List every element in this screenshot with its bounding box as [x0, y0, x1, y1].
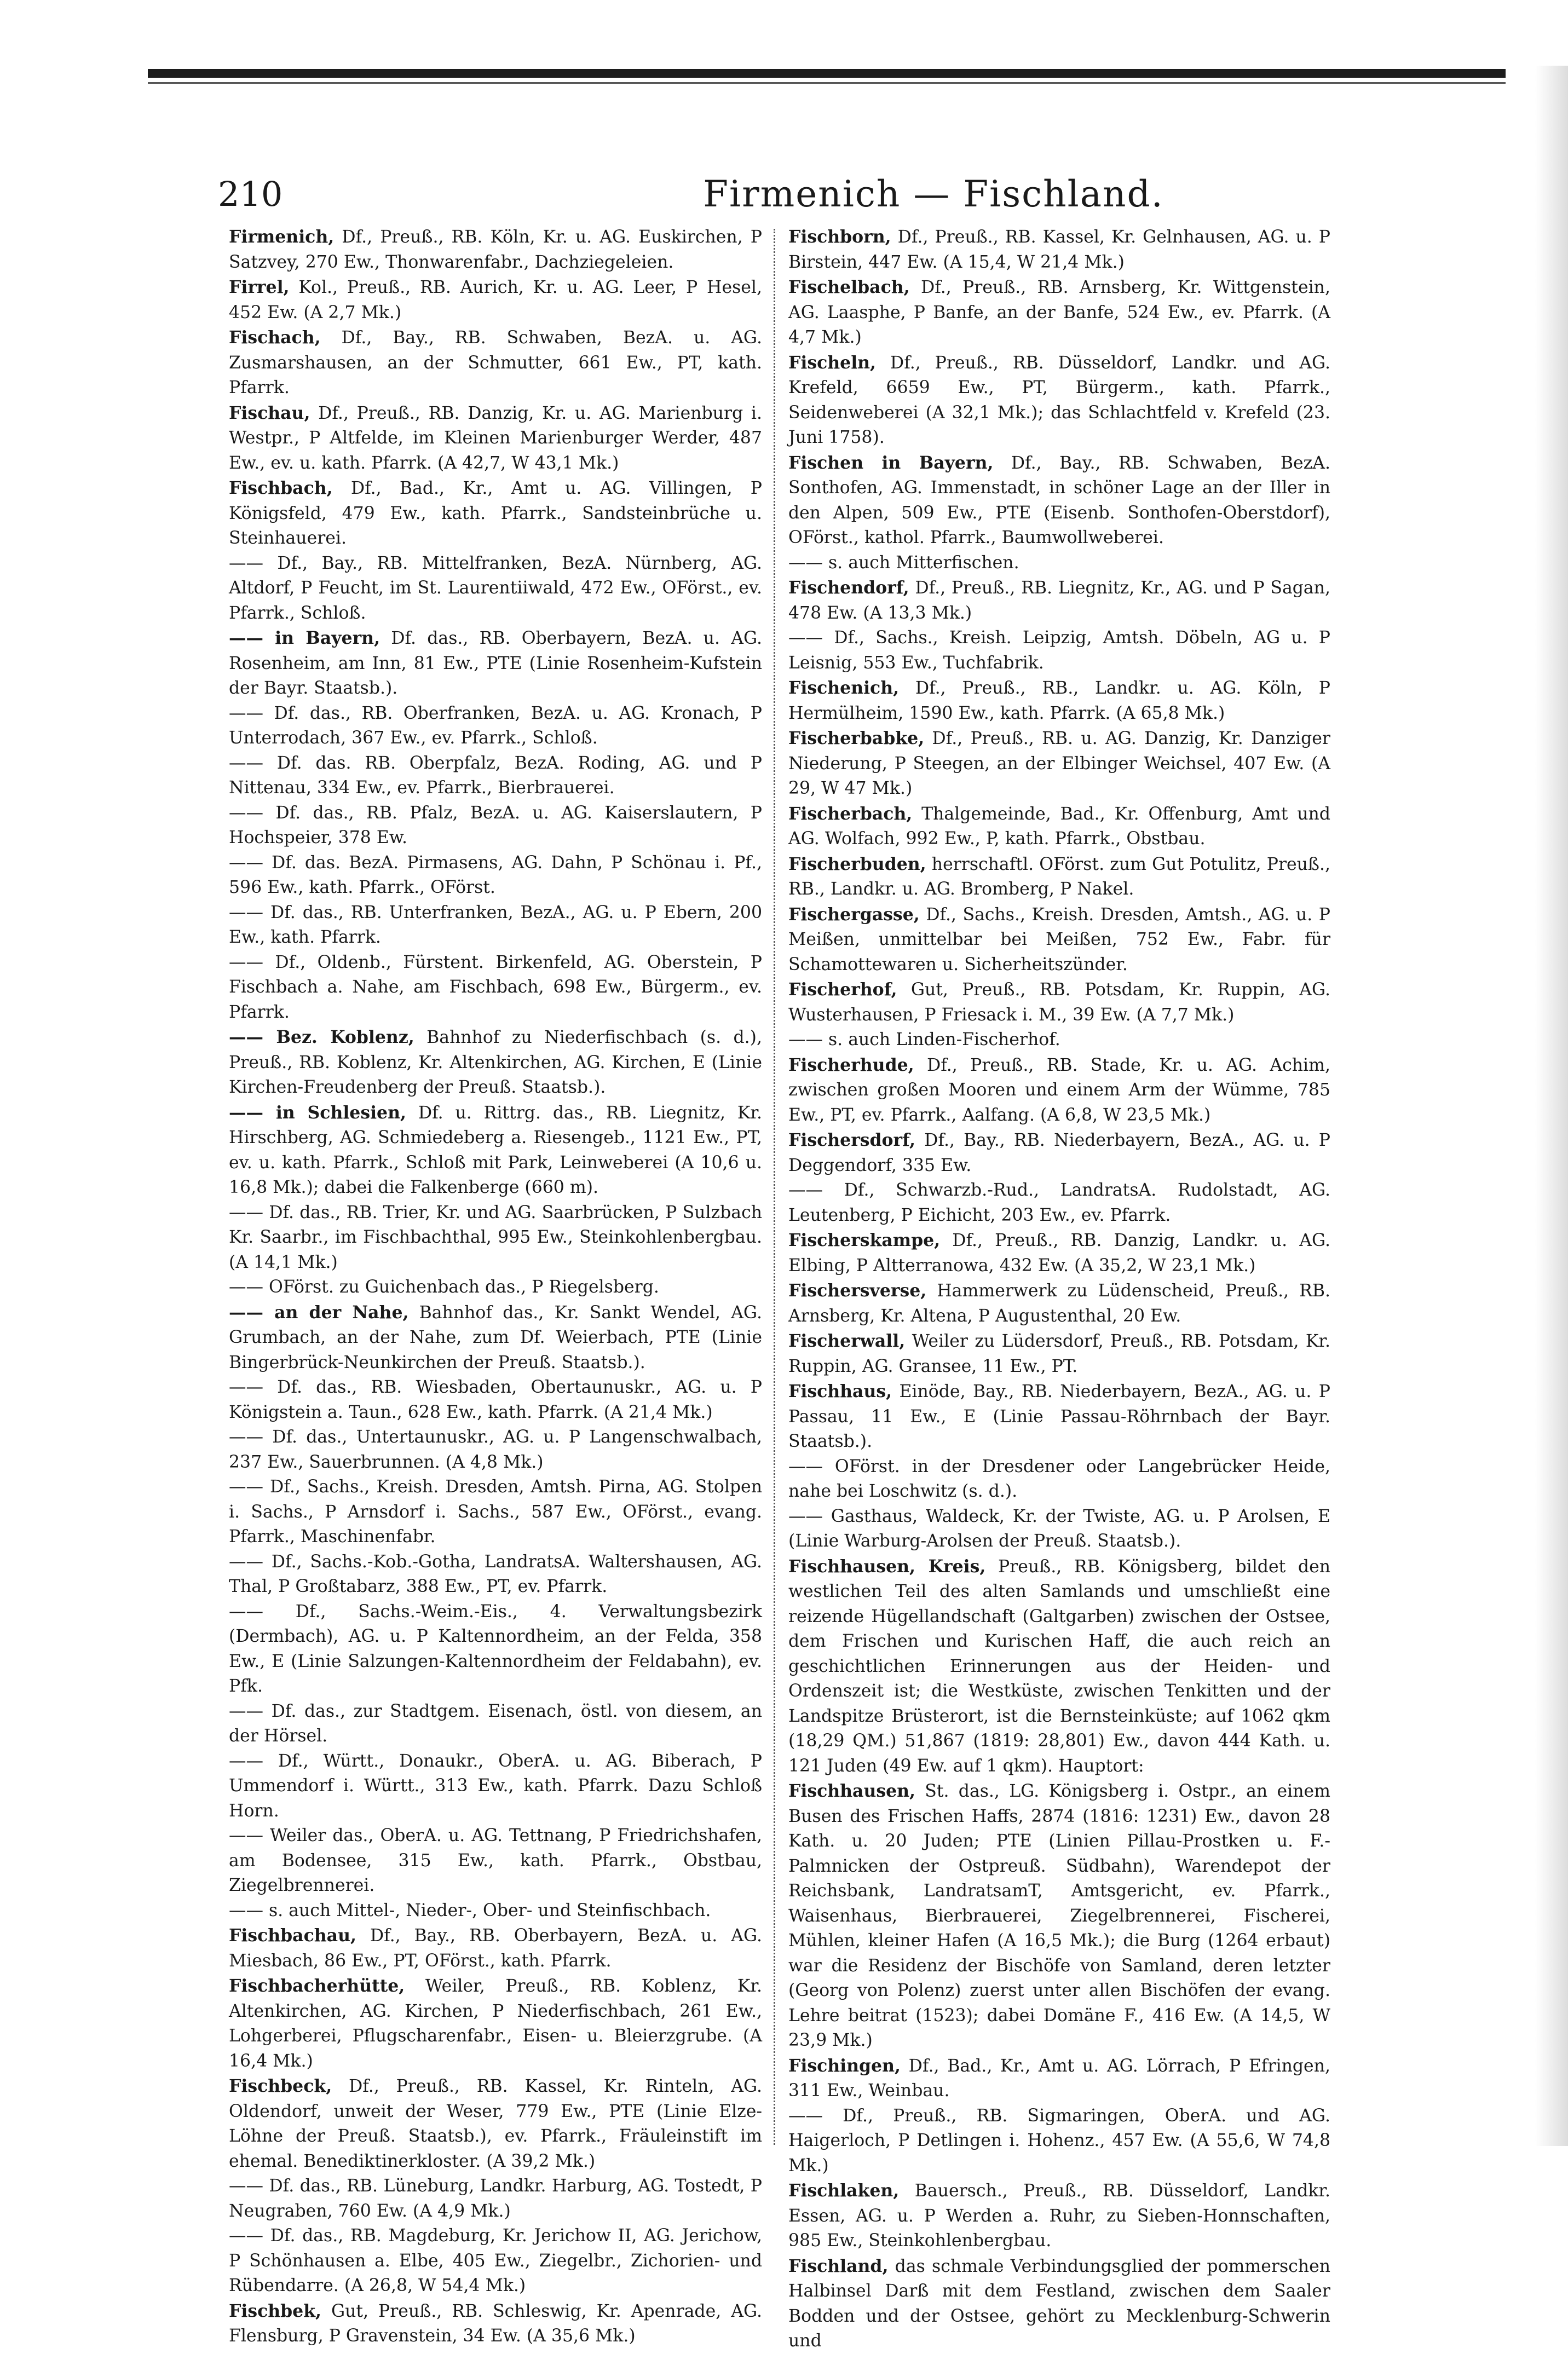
gazetteer-entry	[788, 350, 1330, 451]
entry-text: Gut, Preuß., RB. Schleswig, Kr. Apenrade, AG. Flensburg, P Gravenstein, 34 Ew. (A 35,6 Mk.)	[229, 2301, 762, 2346]
entry-text: —— Df., Oldenb., Fürstent. Birkenfeld, AG. Oberstein, P Fischbach a. Nahe, am Fischbach, 698 Ew., Bürgerm., ev. Pfarrk.	[229, 952, 762, 1022]
entry-text: —— OFörst. zu Guichenbach das., P Riegelsberg.	[229, 1277, 659, 1297]
gazetteer-entry	[229, 1974, 762, 2074]
gazetteer-entry	[788, 676, 1330, 726]
entry-text: —— Df., Sachs., Kreish. Leipzig, Amtsh. Döbeln, AG u. P Leisnig, 553 Ew., Tuchfabrik.	[788, 628, 1330, 673]
gazetteer-entry	[788, 1379, 1330, 1455]
entry-text: —— Df. das. RB. Oberpfalz, BezA. Roding, AG. und P Nittenau, 334 Ew., ev. Pfarrk., Bierbrauerei.	[229, 753, 762, 798]
entry-text: —— s. auch Mittel-, Nieder-, Ober- und Steinfischbach.	[229, 1900, 711, 1920]
gazetteer-entry	[788, 1053, 1330, 1128]
gazetteer-entry	[229, 1201, 762, 1276]
gazetteer-entry	[229, 1475, 762, 1550]
entry-headword: Firmenich,	[229, 227, 335, 247]
gazetteer-entry	[229, 701, 762, 751]
entry-headword: Fischersverse,	[788, 1280, 927, 1301]
gazetteer-entry	[229, 1100, 762, 1201]
entry-text: Thalgemeinde, Bad., Kr. Offenburg, Amt und AG. Wolfach, 992 Ew., P, kath. Pfarrk., Obstbau.	[788, 804, 1330, 849]
left-column	[229, 224, 762, 2349]
entry-text: Df., Sachs., Kreish. Dresden, Amtsh., AG. u. P Meißen, unmittelbar bei Meißen, 752 Ew., Fabr. für Schamottewaren u. Sicherheitszünder.	[788, 904, 1330, 974]
entry-headword: Fischerskampe,	[788, 1230, 941, 1250]
entry-headword: Fischen in Bayern,	[788, 452, 994, 473]
entry-headword: Fischach,	[229, 327, 321, 348]
entry-headword: Fischingen,	[788, 2055, 901, 2076]
entry-text: herrschaftl. OFörst. zum Gut Potulitz, Preuß., RB., Landkr. u. AG. Bromberg, P Nakel.	[788, 854, 1330, 899]
gazetteer-entry	[229, 401, 762, 476]
entry-text: das schmale Verbindungsglied der pommerschen Halbinsel Darß mit dem Festland, zwischen dem Saaler Bodden und der Ostsee, gehört zu Mecklenburg-Schwerin und	[788, 2256, 1330, 2351]
gazetteer-entry	[229, 950, 762, 1025]
gazetteer-entry	[229, 1600, 762, 1699]
entry-text: —— Weiler das., OberA. u. AG. Tettnang, P Friedrichshafen, am Bodensee, 315 Ew., kath. Pfarrk., Obstbau, Ziegelbrennerei.	[229, 1826, 762, 1895]
column-divider	[774, 229, 775, 2145]
gazetteer-entry	[229, 1275, 762, 1300]
entry-headword: Fischerwall,	[788, 1331, 906, 1351]
entry-text: Df., Bay., RB. Schwaben, BezA. Sonthofen, AG. Immenstadt, in schöner Lage an der Iller in den Alpen, 509 Ew., PTE (Eisenb. Sonthofen-Oberstdorf), OFörst., kathol. Pfarrk., Baumwollweberei.	[788, 453, 1330, 547]
entry-headword: Fischborn,	[788, 227, 891, 247]
entry-headword: Fischland,	[788, 2255, 889, 2276]
entry-text: Df., Preuß., RB. Danzig, Kr. u. AG. Marienburg i. Westpr., P Altfelde, im Kleinen Marienburger Werder, 487 Ew., ev. u. kath. Pfarrk. (A 42,7, W 43,1 Mk.)	[229, 403, 762, 473]
entry-text: Weiler zu Lüdersdorf, Preuß., RB. Potsdam, Kr. Ruppin, AG. Gransee, 11 Ew., PT.	[788, 1331, 1330, 1376]
gazetteer-entry	[229, 1025, 762, 1100]
entry-text: Df., Preuß., RB. Danzig, Landkr. u. AG. Elbing, P Altterranowa, 432 Ew. (A 35,2, W 23,1 Mk.)	[788, 1231, 1330, 1276]
entry-text: —— Df., Preuß., RB. Sigmaringen, OberA. und AG. Haigerloch, P Detlingen i. Hohenz., 457 Ew. (A 55,6, W 74,8 Mk.)	[788, 2105, 1330, 2176]
page-edge-shadow	[1535, 66, 1568, 2146]
gazetteer-entry	[229, 476, 762, 551]
gazetteer-entry	[788, 1128, 1330, 1178]
gazetteer-entry	[788, 1554, 1330, 1779]
entry-text: —— Df. das., RB. Trier, Kr. und AG. Saarbrücken, P Sulzbach Kr. Saarbr., im Fischbachthal, 995 Ew., Steinkohlenbergbau. (A 14,1 Mk.)	[229, 1202, 762, 1272]
entry-text: Df., Preuß., RB. Köln, Kr. u. AG. Euskirchen, P Satzvey, 270 Ew., Thonwarenfabr., Dachziegeleien.	[229, 227, 762, 272]
entry-headword: Fischerbabke,	[788, 728, 925, 748]
entry-text: —— Df. das., Untertaunuskr., AG. u. P Langenschwalbach, 237 Ew., Sauerbrunnen. (A 4,8 Mk.)	[229, 1427, 762, 1472]
entry-text: —— Df. das. BezA. Pirmasens, AG. Dahn, P Schönau i. Pf., 596 Ew., kath. Pfarrk., OFörst.	[229, 852, 762, 897]
entry-headword: Firrel,	[229, 277, 290, 297]
entry-text: —— Df., Sachs.-Kob.-Gotha, LandratsA. Waltershausen, AG. Thal, P Großtabarz, 388 Ew., PT, ev. Pfarrk.	[229, 1551, 762, 1596]
entry-headword: —— an der Nahe,	[229, 1302, 409, 1323]
gazetteer-entry	[788, 1278, 1330, 1329]
gazetteer-entry	[788, 1504, 1330, 1554]
entry-text: Df., Bay., RB. Niederbayern, BezA., AG. u. P Deggendorf, 335 Ew.	[788, 1130, 1330, 1175]
entry-text: —— Df., Sachs.-Weim.-Eis., 4. Verwaltungsbezirk (Dermbach), AG. u. P Kaltennordheim, an der Felda, 358 Ew., E (Linie Salzungen-Kaltennordheim der Feldabahn), ev. Pfk.	[229, 1601, 762, 1696]
gazetteer-entry	[229, 1899, 762, 1924]
entry-headword: —— in Bayern,	[229, 628, 381, 648]
entry-headword: Fischelbach,	[788, 277, 910, 297]
gazetteer-entry	[788, 977, 1330, 1028]
entry-headword: Fischerhof,	[788, 979, 897, 1000]
gazetteer-entry	[788, 1028, 1330, 1053]
entry-headword: Fischerhude,	[788, 1054, 914, 1075]
gazetteer-entry	[229, 1375, 762, 1425]
entry-text: —— Df. das., RB. Magdeburg, Kr. Jerichow II, AG. Jerichow, P Schönhausen a. Elbe, 405 Ew., Ziegelbr., Zichorien- und Rübendarre. (A 26,8, W 54,4 Mk.)	[229, 2226, 762, 2295]
gazetteer-entry	[788, 2053, 1330, 2104]
gazetteer-entry	[788, 2104, 1330, 2179]
gazetteer-entry	[229, 2174, 762, 2224]
entry-text: —— OFörst. in der Dresdener oder Langebrücker Heide, nahe bei Loschwitz (s. d.).	[788, 1456, 1330, 1501]
entry-text: St. das., LG. Königsberg i. Ostpr., an einem Busen des Frischen Haffs, 2874 (1816: 1231) Ew., davon 28 Kath. u. 20 Juden; PTE (Linien Pillau-Prostken u. F.-Palmnicken der Ostpreuß. Südbahn), Warendepot der Reichsbank, LandratsamT, Amtsgericht, ev. Pfarrk., Waisenhaus, Bierbrauerei, Ziegelbrennerei, Fischerei, Mühlen, kleiner Hafen (A 16,5 Mk.); die Burg (1264 erbaut) war die Residenz der Bischöfe von Samland, deren letzter (Georg von Polenz) zuerst unter allen Bischöfen der evang. Lehre beitrat (1523); dabei Domäne F., 416 Ew. (A 14,5, W 23,9 Mk.)	[788, 1781, 1330, 2050]
entry-headword: Fischendorf,	[788, 578, 909, 598]
entry-text: Df., Preuß., RB. Kassel, Kr. Rinteln, AG. Oldendorf, unweit der Weser, 779 Ew., PTE (Linie Elze-Löhne der Preuß. Staatsb.), ev. Pfarrk., Fräuleinstift im ehemal. Benediktinerkloster. (A 39,2 Mk.)	[229, 2076, 762, 2171]
entry-text: —— s. auch Mitterfischen.	[788, 552, 1019, 573]
gazetteer-entry	[788, 551, 1330, 576]
gazetteer-entry	[229, 801, 762, 851]
gazetteer-entry	[229, 851, 762, 901]
gazetteer-entry	[788, 1779, 1330, 2053]
top-rule-thin	[148, 82, 1506, 84]
running-title: Firmenich — Fischland.	[703, 173, 1164, 215]
entry-text: Df., Preuß., RB. Kassel, Kr. Gelnhausen, AG. u. P Birstein, 447 Ew. (A 15,4, W 21,4 Mk.)	[788, 227, 1330, 272]
gazetteer-entry	[229, 751, 762, 801]
entry-text: —— Gasthaus, Waldeck, Kr. der Twiste, AG. u. P Arolsen, E (Linie Warburg-Arolsen der Preuß. Staatsb.).	[788, 1506, 1330, 1551]
entry-text: Df., Preuß., RB. Düsseldorf, Landkr. und AG. Krefeld, 6659 Ew., PT, Bürgerm., kath. Pfarrk., Seidenweberei (A 32,1 Mk.); das Schlachtfeld v. Krefeld (23. Juni 1758).	[788, 353, 1330, 447]
gazetteer-entry	[229, 2074, 762, 2174]
entry-text: Bahnhof das., Kr. Sankt Wendel, AG. Grumbach, an der Nahe, zum Df. Weierbach, PTE (Linie Bingerbrück-Neunkirchen der Preuß. Staatsb.).	[229, 1302, 762, 1372]
entry-text: Df., Preuß., RB. Liegnitz, Kr., AG. und P Sagan, 478 Ew. (A 13,3 Mk.)	[788, 578, 1330, 623]
entry-headword: Fischhausen, Kreis,	[788, 1556, 986, 1577]
gazetteer-entry	[229, 1749, 762, 1824]
entry-headword: —— Bez. Koblenz,	[229, 1027, 414, 1047]
entry-text: Weiler, Preuß., RB. Koblenz, Kr. Altenkirchen, AG. Kirchen, P Niederfischbach, 261 Ew., Lohgerberei, Pflugscharenfabr., Eisen- u. Bleierzgrube. (A 16,4 Mk.)	[229, 1976, 762, 2071]
entry-text: Df. das., RB. Oberbayern, BezA. u. AG. Rosenheim, am Inn, 81 Ew., PTE (Linie Rosenheim-Kufstein der Bayr. Staatsb.).	[229, 628, 762, 698]
entry-text: —— Df., Bay., RB. Mittelfranken, BezA. Nürnberg, AG. Altdorf, P Feucht, im St. Laurentiiwald, 472 Ew., OFörst., ev. Pfarrk., Schloß.	[229, 553, 762, 623]
gazetteer-entry	[229, 1425, 762, 1475]
gazetteer-entry	[229, 224, 762, 275]
gazetteer-entry	[788, 626, 1330, 676]
entry-text: Df., Preuß., RB. Arnsberg, Kr. Wittgenstein, AG. Laasphe, P Banfe, an der Banfe, 524 Ew., ev. Pfarrk. (A 4,7 Mk.)	[788, 278, 1330, 347]
entry-text: Df., Preuß., RB. Stade, Kr. u. AG. Achim, zwischen großen Mooren und einem Arm der Wümme, 785 Ew., PT, ev. Pfarrk., Aalfang. (A 6,8, W 23,5 Mk.)	[788, 1055, 1330, 1125]
gazetteer-entry	[229, 626, 762, 701]
gazetteer-entry	[788, 275, 1330, 350]
entry-text: Bauersch., Preuß., RB. Düsseldorf, Landkr. Essen, AG. u. P Werden a. Ruhr, zu Sieben-Honnschaften, 985 Ew., Steinkohlenbergbau.	[788, 2181, 1330, 2251]
entry-text: —— Df. das., RB. Pfalz, BezA. u. AG. Kaiserslautern, P Hochspeier, 378 Ew.	[229, 803, 762, 847]
entry-text: Bahnhof zu Niederfischbach (s. d.), Preuß., RB. Koblenz, Kr. Altenkirchen, AG. Kirchen, E (Linie Kirchen-Freudenberg der Preuß. Staatsb.).	[229, 1028, 762, 1097]
gazetteer-entry	[788, 2254, 1330, 2354]
gazetteer-entry	[788, 902, 1330, 978]
entry-text: Einöde, Bay., RB. Niederbayern, BezA., AG. u. P Passau, 11 Ew., E (Linie Passau-Röhrnbach der Bayr. Staatsb.).	[788, 1382, 1330, 1451]
gazetteer-entry	[788, 451, 1330, 551]
entry-text: Df., Preuß., RB. u. AG. Danzig, Kr. Danziger Niederung, P Steegen, an der Elbinger Weichsel, 407 Ew. (A 29, W 47 Mk.)	[788, 729, 1330, 798]
entry-text: —— Df., Sachs., Kreish. Dresden, Amtsh. Pirna, AG. Stolpen i. Sachs., P Arnsdorf i. Sachs., 587 Ew., OFörst., evang. Pfarrk., Maschinenfabr.	[229, 1477, 762, 1547]
entry-headword: Fischau,	[229, 402, 310, 423]
gazetteer-entry	[229, 2299, 762, 2349]
entry-text: Gut, Preuß., RB. Potsdam, Kr. Ruppin, AG. Wusterhausen, P Friesack i. M., 39 Ew. (A 7,7 Mk.)	[788, 980, 1330, 1025]
gazetteer-entry	[788, 575, 1330, 626]
entry-headword: Fischhaus,	[788, 1381, 892, 1401]
entry-headword: Fischeln,	[788, 352, 877, 373]
gazetteer-entry	[229, 1550, 762, 1600]
entry-text: —— Df. das., zur Stadtgem. Eisenach, östl. von diesem, an der Hörsel.	[229, 1701, 762, 1746]
entry-text: Df., Bad., Kr., Amt u. AG. Villingen, P Königsfeld, 479 Ew., kath. Pfarrk., Sandsteinbrüche u. Steinhauerei.	[229, 478, 762, 548]
gazetteer-entry	[788, 1228, 1330, 1278]
gazetteer-entry	[788, 1455, 1330, 1504]
entry-text: —— Df., Württ., Donaukr., OberA. u. AG. Biberach, P Ummendorf i. Württ., 313 Ew., kath. Pfarrk. Dazu Schloß Horn.	[229, 1751, 762, 1821]
gazetteer-entry	[229, 275, 762, 325]
entry-headword: Fischlaken,	[788, 2180, 900, 2201]
entry-text: —— s. auch Linden-Fischerhof.	[788, 1030, 1060, 1049]
entry-text: —— Df. das., RB. Oberfranken, BezA. u. AG. Kronach, P Unterrodach, 367 Ew., ev. Pfarrk., Schloß.	[229, 703, 762, 748]
entry-headword: Fischbachau,	[229, 1925, 356, 1946]
entry-text: Df., Bay., RB. Oberbayern, BezA. u. AG. Miesbach, 86 Ew., PT, OFörst., kath. Pfarrk.	[229, 1926, 762, 1971]
gazetteer-entry	[788, 852, 1330, 902]
entry-headword: Fischhausen,	[788, 1781, 916, 1801]
entry-text: —— Df. das., RB. Lüneburg, Landkr. Harburg, AG. Tostedt, P Neugraben, 760 Ew. (A 4,9 Mk.)	[229, 2176, 762, 2221]
entry-headword: Fischergasse,	[788, 904, 920, 925]
entry-headword: Fischbach,	[229, 478, 333, 498]
entry-text: Df., Preuß., RB., Landkr. u. AG. Köln, P Hermülheim, 1590 Ew., kath. Pfarrk. (A 65,8 Mk.)	[788, 678, 1330, 723]
gazetteer-entry	[788, 801, 1330, 852]
entry-text: Preuß., RB. Königsberg, bildet den westlichen Teil des alten Samlands und umschließt eine reizende Hügellandschaft (Galtgarben) zwischen der Ostsee, dem Frischen und Kurischen Haff, die auch reich an geschichtlichen Erinnerungen aus der Heiden- und Ordenszeit ist; die Westküste, zwischen Tenkitten und der Landspitze Brüsterort, ist die Bernsteinküste; auf 1062 qkm (18,29 QM.) 51,867 (1819: 28,801) Ew., davon 444 Kath. u. 121 Juden (49 Ew. auf 1 qkm). Hauptort:	[788, 1556, 1331, 1776]
entry-text: —— Df. das., RB. Unterfranken, BezA., AG. u. P Ebern, 200 Ew., kath. Pfarrk.	[229, 902, 762, 947]
gazetteer-entry	[788, 2178, 1330, 2254]
entry-headword: Fischbacherhütte,	[229, 1976, 405, 1996]
gazetteer-entry	[229, 325, 762, 401]
gazetteer-entry	[229, 901, 762, 950]
entry-headword: Fischerbach,	[788, 803, 913, 824]
entry-text: Df. u. Rittrg. das., RB. Liegnitz, Kr. Hirschberg, AG. Schmiedeberg a. Riesengeb., 1121 Ew., PT, ev. u. kath. Pfarrk., Schloß mit Park, Leinweberei (A 10,6 u. 16,8 Mk.); dabei die Falkenberge (660 m).	[229, 1103, 763, 1197]
entry-text: Df., Bay., RB. Schwaben, BezA. u. AG. Zusmarshausen, an der Schmutter, 661 Ew., PT, kath. Pfarrk.	[229, 328, 762, 397]
entry-headword: Fischenich,	[788, 678, 900, 698]
entry-headword: Fischersdorf,	[788, 1130, 915, 1150]
top-rule	[148, 69, 1506, 78]
entry-text: Df., Bad., Kr., Amt u. AG. Lörrach, P Efringen, 311 Ew., Weinbau.	[788, 2056, 1330, 2101]
gazetteer-entry	[229, 1824, 762, 1899]
entry-text: Hammerwerk zu Lüdenscheid, Preuß., RB. Arnsberg, Kr. Altena, P Augustenthal, 20 Ew.	[788, 1281, 1330, 1326]
entry-headword: Fischbek,	[229, 2300, 322, 2321]
gazetteer-entry	[229, 2224, 762, 2299]
entry-text: —— Df., Schwarzb.-Rud., LandratsA. Rudolstadt, AG. Leutenberg, P Eichicht, 203 Ew., ev. Pfarrk.	[788, 1180, 1330, 1225]
entry-headword: Fischbeck,	[229, 2076, 332, 2096]
gazetteer-entry	[229, 1300, 762, 1376]
entry-headword: —— in Schlesien,	[229, 1102, 406, 1123]
gazetteer-entry	[229, 1699, 762, 1749]
page-number: 210	[218, 174, 283, 214]
gazetteer-entry	[229, 551, 762, 626]
gazetteer-entry	[788, 1178, 1330, 1228]
entry-text: —— Df. das., RB. Wiesbaden, Obertaunuskr., AG. u. P Königstein a. Taun., 628 Ew., kath. Pfarrk. (A 21,4 Mk.)	[229, 1377, 762, 1422]
entry-headword: Fischerbuden,	[788, 853, 926, 874]
gazetteer-entry	[788, 1329, 1330, 1379]
gazetteer-entry	[229, 1923, 762, 1974]
gazetteer-entry	[788, 726, 1330, 801]
entry-text: Kol., Preuß., RB. Aurich, Kr. u. AG. Leer, P Hesel, 452 Ew. (A 2,7 Mk.)	[229, 278, 762, 322]
gazetteer-entry	[788, 224, 1330, 275]
right-column	[788, 224, 1330, 2354]
